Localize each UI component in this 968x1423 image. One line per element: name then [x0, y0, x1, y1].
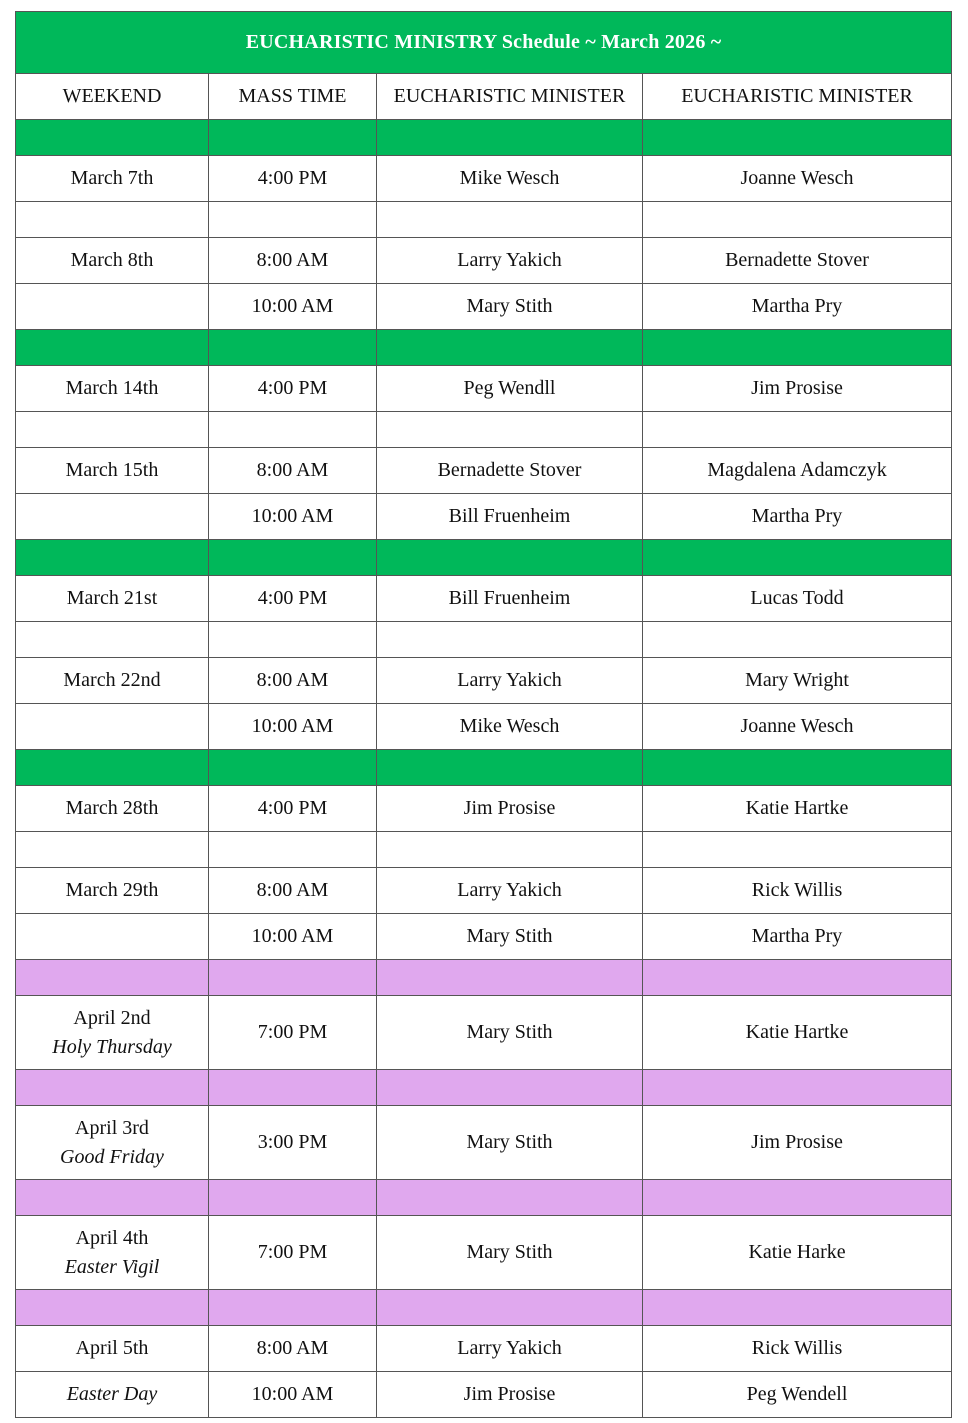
minister-2-cell: Magdalena Adamczyk — [643, 448, 952, 494]
feast-name: Good Friday — [60, 1145, 164, 1168]
separator-cell — [209, 330, 377, 366]
minister-2-cell: Rick Willis — [643, 1326, 952, 1372]
mass-time-cell: 10:00 AM — [209, 914, 377, 960]
title-row — [16, 12, 952, 74]
minister-2-cell: Martha Pry — [643, 494, 952, 540]
empty-cell — [643, 202, 952, 238]
minister-1-cell: Bernadette Stover — [377, 448, 643, 494]
minister-2-cell: Martha Pry — [643, 914, 952, 960]
minister-1-cell: Mary Stith — [377, 1216, 643, 1290]
minister-2-cell: Jim Prosise — [643, 366, 952, 412]
separator-cell — [16, 1290, 209, 1326]
mass-time-cell: 7:00 PM — [209, 996, 377, 1070]
minister-1-cell: Mike Wesch — [377, 156, 643, 202]
separator-cell — [209, 1070, 377, 1106]
empty-cell — [209, 202, 377, 238]
minister-1-cell: Peg Wendll — [377, 366, 643, 412]
weekend-cell: Easter Day — [16, 1372, 209, 1418]
schedule-row — [16, 868, 952, 914]
schedule-row — [16, 1372, 952, 1418]
minister-2-cell: Jim Prosise — [643, 1106, 952, 1180]
separator-cell — [377, 330, 643, 366]
week-separator-green — [16, 540, 952, 576]
schedule-row — [16, 576, 952, 622]
minister-1-cell: Larry Yakich — [377, 1326, 643, 1372]
schedule-row — [16, 366, 952, 412]
separator-cell — [377, 1180, 643, 1216]
schedule-row — [16, 238, 952, 284]
mass-time-cell: 4:00 PM — [209, 366, 377, 412]
minister-2-cell: Joanne Wesch — [643, 704, 952, 750]
minister-1-cell: Jim Prosise — [377, 1372, 643, 1418]
header-weekend: WEEKEND — [16, 74, 209, 120]
holy-week-separator — [16, 1070, 952, 1106]
separator-cell — [377, 540, 643, 576]
weekend-cell — [16, 1106, 209, 1180]
header-minister-1: EUCHARISTIC MINISTER — [377, 74, 643, 120]
weekend-cell: March 29th — [16, 868, 209, 914]
separator-cell — [209, 540, 377, 576]
mass-time-cell: 3:00 PM — [209, 1106, 377, 1180]
schedule-row — [16, 494, 952, 540]
weekend-cell — [16, 1216, 209, 1290]
week-separator-green — [16, 750, 952, 786]
header-row — [16, 74, 952, 120]
separator-cell — [209, 750, 377, 786]
separator-cell — [643, 330, 952, 366]
holy-week-separator — [16, 1180, 952, 1216]
blank-row — [16, 412, 952, 448]
schedule-row — [16, 914, 952, 960]
separator-cell — [643, 1070, 952, 1106]
holy-week-separator — [16, 1290, 952, 1326]
minister-1-cell: Mary Stith — [377, 996, 643, 1070]
schedule-row — [16, 448, 952, 494]
minister-1-cell: Larry Yakich — [377, 238, 643, 284]
minister-2-cell: Martha Pry — [643, 284, 952, 330]
empty-cell — [643, 832, 952, 868]
minister-2-cell: Joanne Wesch — [643, 156, 952, 202]
weekend-cell: March 15th — [16, 448, 209, 494]
mass-time-cell: 8:00 AM — [209, 448, 377, 494]
empty-cell — [643, 412, 952, 448]
date-text: April 3rd — [75, 1116, 149, 1139]
mass-time-cell: 8:00 AM — [209, 658, 377, 704]
schedule-table — [15, 11, 952, 1418]
minister-1-cell: Mary Stith — [377, 1106, 643, 1180]
minister-2-cell: Katie Harke — [643, 1216, 952, 1290]
holy-week-separator — [16, 960, 952, 996]
empty-cell — [16, 622, 209, 658]
weekend-cell: March 21st — [16, 576, 209, 622]
separator-cell — [16, 1180, 209, 1216]
minister-2-cell: Bernadette Stover — [643, 238, 952, 284]
minister-1-cell: Mary Stith — [377, 914, 643, 960]
empty-cell — [16, 832, 209, 868]
separator-cell — [16, 960, 209, 996]
empty-cell — [377, 832, 643, 868]
separator-cell — [377, 1290, 643, 1326]
mass-time-cell: 8:00 AM — [209, 868, 377, 914]
mass-time-cell: 8:00 AM — [209, 238, 377, 284]
minister-2-cell: Katie Hartke — [643, 996, 952, 1070]
blank-row — [16, 622, 952, 658]
mass-time-cell: 8:00 AM — [209, 1326, 377, 1372]
schedule-row — [16, 1106, 952, 1180]
minister-2-cell: Katie Hartke — [643, 786, 952, 832]
weekend-cell — [16, 996, 209, 1070]
minister-1-cell: Mike Wesch — [377, 704, 643, 750]
empty-cell — [16, 412, 209, 448]
separator-cell — [377, 750, 643, 786]
empty-cell — [209, 412, 377, 448]
weekend-cell: March 8th — [16, 238, 209, 284]
separator-cell — [643, 1290, 952, 1326]
separator-cell — [16, 540, 209, 576]
weekend-cell: March 14th — [16, 366, 209, 412]
blank-row — [16, 202, 952, 238]
weekend-cell: March 22nd — [16, 658, 209, 704]
empty-cell — [643, 622, 952, 658]
mass-time-cell: 4:00 PM — [209, 576, 377, 622]
weekend-cell: March 28th — [16, 786, 209, 832]
mass-time-cell: 10:00 AM — [209, 494, 377, 540]
separator-cell — [643, 750, 952, 786]
weekend-cell — [16, 704, 209, 750]
minister-1-cell: Jim Prosise — [377, 786, 643, 832]
schedule-row — [16, 1216, 952, 1290]
minister-2-cell: Peg Wendell — [643, 1372, 952, 1418]
weekend-cell: March 7th — [16, 156, 209, 202]
minister-1-cell: Larry Yakich — [377, 868, 643, 914]
date-text: April 2nd — [73, 1006, 151, 1029]
date-text: April 4th — [75, 1226, 149, 1249]
separator-cell — [16, 120, 209, 156]
empty-cell — [209, 832, 377, 868]
schedule-row — [16, 1326, 952, 1372]
empty-cell — [16, 202, 209, 238]
separator-cell — [643, 1180, 952, 1216]
weekend-cell — [16, 494, 209, 540]
separator-cell — [16, 750, 209, 786]
separator-cell — [643, 960, 952, 996]
separator-cell — [209, 1180, 377, 1216]
week-separator-green — [16, 330, 952, 366]
separator-cell — [209, 1290, 377, 1326]
weekend-cell — [16, 914, 209, 960]
header-mass-time: MASS TIME — [209, 74, 377, 120]
separator-cell — [16, 1070, 209, 1106]
separator-cell — [377, 120, 643, 156]
mass-time-cell: 10:00 AM — [209, 704, 377, 750]
separator-cell — [377, 960, 643, 996]
schedule-row — [16, 658, 952, 704]
minister-2-cell: Mary Wright — [643, 658, 952, 704]
minister-1-cell: Bill Fruenheim — [377, 576, 643, 622]
schedule-title: EUCHARISTIC MINISTRY Schedule ~ March 2026 ~ — [16, 12, 952, 74]
header-minister-2: EUCHARISTIC MINISTER — [643, 74, 952, 120]
minister-2-cell: Rick Willis — [643, 868, 952, 914]
mass-time-cell: 4:00 PM — [209, 156, 377, 202]
empty-cell — [377, 622, 643, 658]
minister-1-cell: Larry Yakich — [377, 658, 643, 704]
minister-1-cell: Mary Stith — [377, 284, 643, 330]
mass-time-cell: 10:00 AM — [209, 284, 377, 330]
empty-cell — [209, 622, 377, 658]
blank-row — [16, 832, 952, 868]
separator-cell — [377, 1070, 643, 1106]
schedule-row — [16, 284, 952, 330]
separator-cell — [209, 120, 377, 156]
mass-time-cell: 4:00 PM — [209, 786, 377, 832]
schedule-row — [16, 786, 952, 832]
schedule-row — [16, 156, 952, 202]
mass-time-cell: 7:00 PM — [209, 1216, 377, 1290]
feast-name: Holy Thursday — [52, 1035, 172, 1058]
week-separator-green — [16, 120, 952, 156]
separator-cell — [16, 330, 209, 366]
minister-1-cell: Bill Fruenheim — [377, 494, 643, 540]
empty-cell — [377, 202, 643, 238]
minister-2-cell: Lucas Todd — [643, 576, 952, 622]
separator-cell — [209, 960, 377, 996]
feast-name: Easter Vigil — [64, 1255, 160, 1278]
schedule-row — [16, 704, 952, 750]
empty-cell — [377, 412, 643, 448]
schedule-row — [16, 996, 952, 1070]
weekend-cell: April 5th — [16, 1326, 209, 1372]
mass-time-cell: 10:00 AM — [209, 1372, 377, 1418]
separator-cell — [643, 120, 952, 156]
separator-cell — [643, 540, 952, 576]
weekend-cell — [16, 284, 209, 330]
